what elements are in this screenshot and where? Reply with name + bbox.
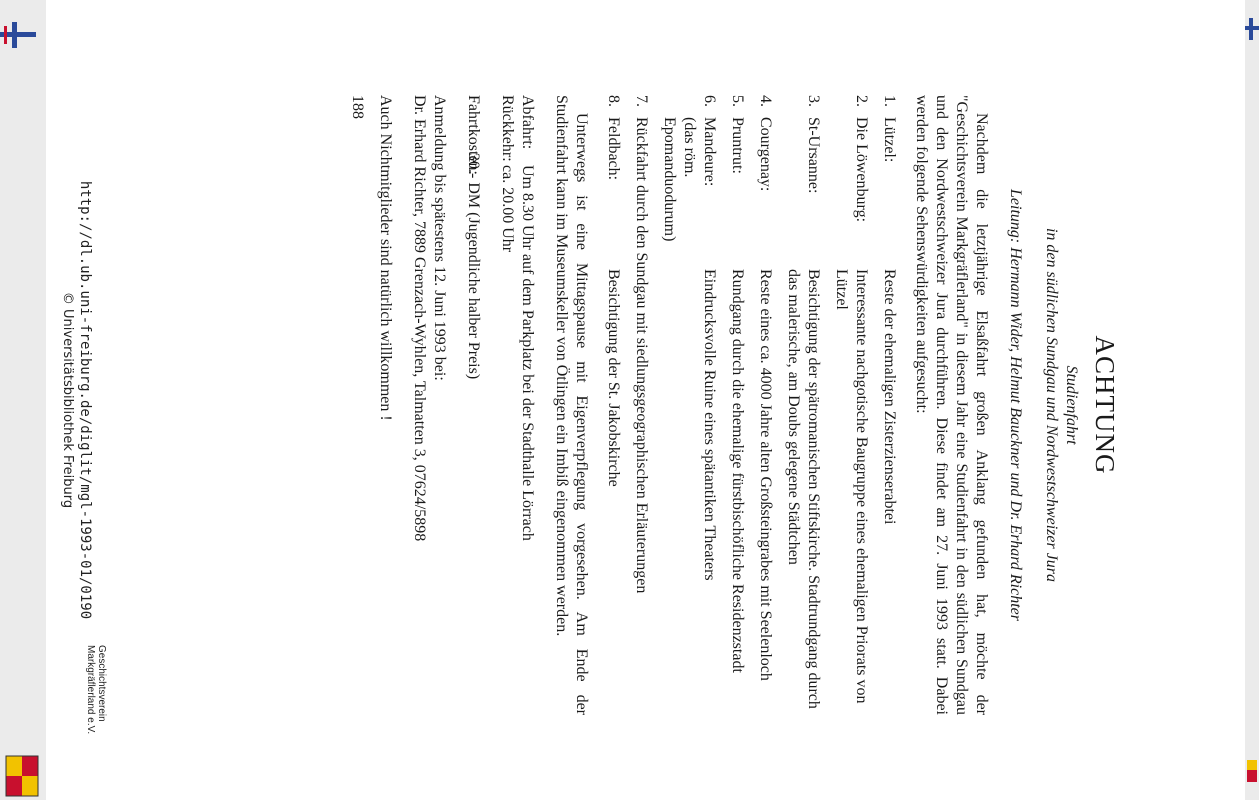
list-item (659, 95, 719, 715)
stop-name: Courgenay: (757, 117, 774, 192)
stop-description: Besichtigung der spätromanischen Stiftskirche. Stadtrundgang durch das malerische, am Doubs gelegene Städtchen (785, 269, 822, 709)
org-line-2: Markgräflerland e.V. (85, 645, 96, 735)
list-item (879, 95, 899, 715)
left-margin (0, 0, 46, 800)
non-members-line: Auch Nichtmitglieder sind natürlich willkommen ! (377, 95, 394, 421)
library-logo-icon (0, 20, 40, 50)
page-title: ACHTUNG (1090, 335, 1120, 475)
stop-number: 8. (605, 95, 622, 107)
stop-number: 1. (881, 95, 898, 107)
list-item (783, 95, 823, 715)
stop-number: 7. (633, 95, 650, 107)
cost-value: 30.- DM (Jugendliche halber Preis) (465, 153, 482, 380)
stop-description: Rundgang durch die ehemalige fürstbischöfliche Residenzstadt (729, 269, 746, 673)
stop-description: Interessante nachgotische Baugruppe eines ehemaligen Priorats von Lützel (833, 269, 870, 704)
stop-description: Reste der ehemaligen Zisterzienserabtei (881, 269, 898, 525)
coat-of-arms-icon (0, 752, 44, 800)
stop-number: 3. (805, 95, 822, 107)
departure-label: Abfahrt: (519, 95, 536, 150)
library-logo-mirror-icon (1245, 18, 1259, 40)
return-row (497, 95, 517, 715)
stop-description: Besichtigung der St. Jakobskirche (605, 269, 622, 487)
stop-name: Lützel: (881, 117, 898, 163)
intro-paragraph: Nachdem die letztjährige Elsaßfahrt großen Anklang gefunden hat, möchte der "Geschichtsverein Markgräflerland" in diesem Jahr eine Studienfahrt in den südlichen Sundgau und den Nordwestschweizer Jura durchführen. Diese findet am 27. Juni 1993 statt. Dabei werden folgende Sehenswürdigkeiten aufgesucht: (913, 95, 990, 715)
stop-number: 5. (729, 95, 746, 107)
right-margin (1245, 0, 1259, 800)
list-item (831, 95, 871, 715)
list-item (755, 95, 775, 715)
return-value: ca. 20.00 Uhr (499, 165, 516, 253)
cost-row (463, 95, 483, 715)
leitung-line: Leitung: Hermann Wider, Helmut Bauckner und Dr. Erhard Richter (1007, 189, 1024, 621)
stop-description: Eindrucksvolle Ruine eines spätantiken Theaters (701, 269, 718, 581)
list-item (631, 95, 651, 715)
return-label: Rückkehr: (499, 95, 516, 162)
stop-number: 4. (757, 95, 774, 107)
source-url[interactable]: http://dl.ub.uni-freiburg.de/diglit/mgl-1993-01/0190 (77, 180, 93, 620)
page-number: 188 (349, 95, 366, 119)
departure-row (517, 95, 537, 715)
scanned-page (46, 0, 1245, 800)
stop-description: Reste eines ca. 4000 Jahre alten Großsteingrabes mit Seelenloch (757, 269, 774, 681)
stop-number: 6. (701, 95, 718, 107)
departure-block (497, 95, 537, 715)
subtitle: Studienfahrt (1063, 365, 1080, 445)
subtitle-region: in den südlichen Sundgau und Nordwestschweizer Jura (1043, 227, 1060, 583)
stop-name: Pruntrut: (729, 117, 746, 174)
registration-block (409, 95, 449, 715)
lunch-paragraph: Unterwegs ist eine Mittagspause mit Eigenverpflegung vorgesehen. Am Ende der Studienfahrt kann im Museumskeller von Ötlingen ein Imbiß eingenommen werden. (553, 95, 590, 715)
stop-name: Mandeure: (701, 117, 718, 187)
copyright-line: © Universitätsbibliothek Freiburg (60, 291, 75, 509)
departure-value: Um 8.30 Uhr auf dem Parkplatz bei der Stadthalle Lörrach (519, 165, 536, 541)
stop-name: Die Löwenburg: (853, 117, 870, 223)
stop-number: 2. (853, 95, 870, 107)
document-body (347, 95, 1120, 715)
registration-line: Anmeldung bis spätestens 12. Juni 1993 bei: (431, 95, 448, 381)
org-line-1: Geschichtsverein (96, 645, 107, 722)
stop-name: St-Ursanne: (805, 117, 822, 194)
rotated-page-content (46, 0, 1245, 800)
coat-of-arms-mirror-icon (1245, 756, 1259, 786)
list-item (727, 95, 747, 715)
stop-name-block (659, 117, 719, 269)
stop-name-extra: (das röm. Epomanduodurum) (661, 117, 698, 242)
stop-name: Feldbach: (605, 117, 622, 181)
org-label (85, 645, 107, 734)
stop-name: Rückfahrt durch den Sundgau mit siedlungsgeographischen Erläuterungen (633, 117, 650, 594)
address-line: Dr. Erhard Richter, 7889 Grenzach-Wyhlen, Talmatten 3, 07624/5898 (411, 95, 428, 542)
list-item (603, 95, 623, 715)
cost-label: Fahrtkosten: (465, 95, 482, 175)
